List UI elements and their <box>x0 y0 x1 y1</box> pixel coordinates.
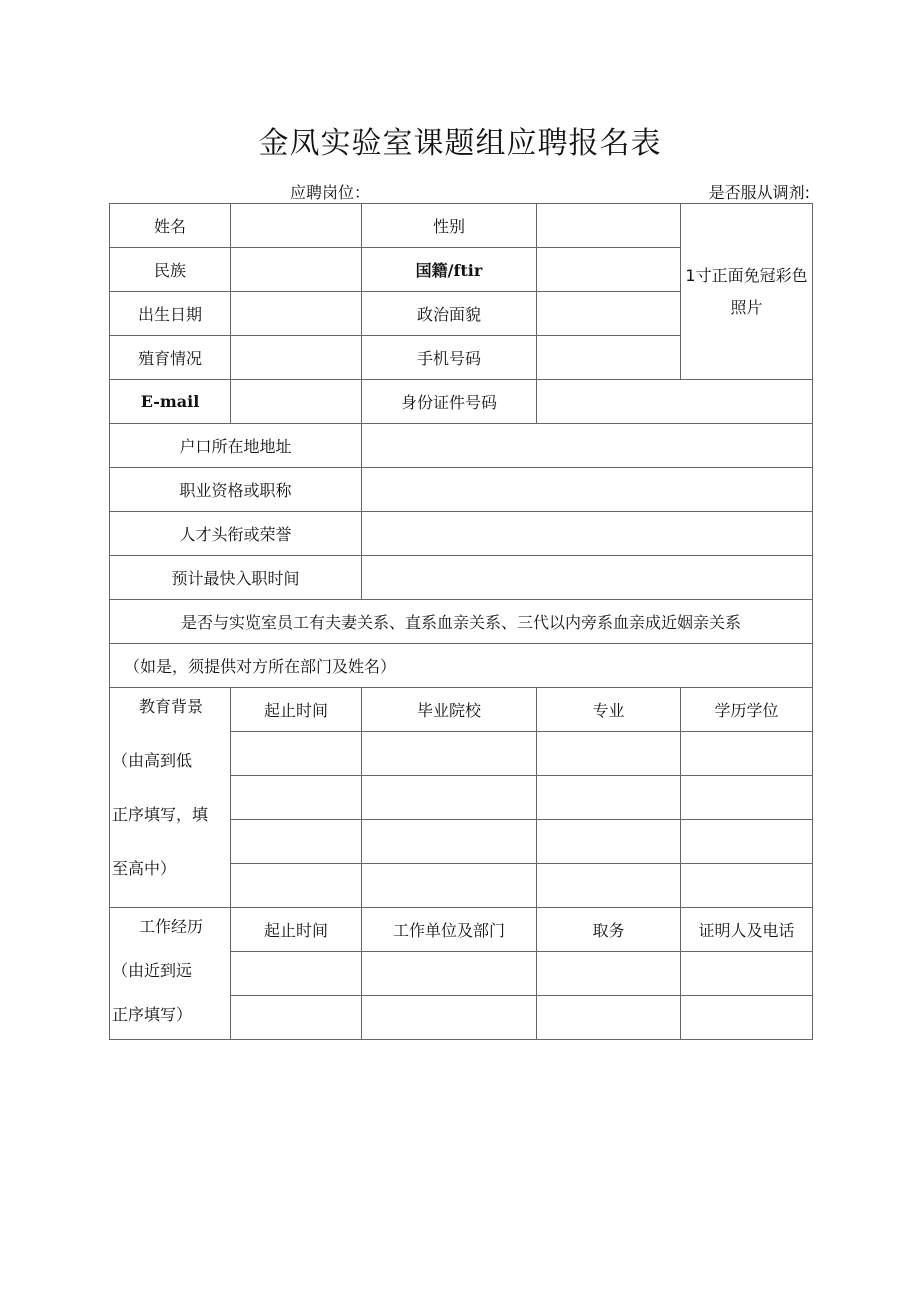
photo-cell[interactable]: 1寸正面免冠彩色照片 <box>681 204 813 380</box>
work-cell[interactable] <box>231 996 362 1040</box>
qualification-label: 职业资格或职称 <box>110 468 362 512</box>
work-header-reference: 证明人及电话 <box>681 908 813 952</box>
email-label: E-mail <box>110 380 231 424</box>
native-place-label: 国籍∕ftir <box>362 248 537 292</box>
relation-question: 是否与实览室员工有夫妻关系、直系血亲关系、三代以内旁系血亲成近姻亲关系 <box>110 600 813 644</box>
work-cell[interactable] <box>537 996 681 1040</box>
position-label: 应聘岗位： <box>290 183 371 202</box>
edu-cell[interactable] <box>231 864 362 908</box>
talent-title-label: 人才头衔或荣誉 <box>110 512 362 556</box>
name-label: 姓名 <box>110 204 231 248</box>
application-form-table <box>109 203 813 1040</box>
work-header-period: 起止时间 <box>231 908 362 952</box>
id-number-cell[interactable] <box>537 380 813 424</box>
edu-cell[interactable] <box>537 820 681 864</box>
edu-cell[interactable] <box>362 776 537 820</box>
edu-cell[interactable] <box>362 732 537 776</box>
relation-note[interactable]: （如是，须提供对方所在部门及姓名） <box>110 644 813 688</box>
birth-date-label: 出生日期 <box>110 292 231 336</box>
political-status-cell[interactable] <box>537 292 681 336</box>
edu-cell[interactable] <box>537 776 681 820</box>
edu-cell[interactable] <box>681 732 813 776</box>
work-header-employer: 工作单位及部门 <box>362 908 537 952</box>
education-label-line: （由高到低 <box>112 751 193 770</box>
edu-header-major: 专业 <box>537 688 681 732</box>
education-label-line: 至高中） <box>112 859 177 878</box>
work-header-row <box>110 908 813 952</box>
ethnicity-label: 民族 <box>110 248 231 292</box>
edu-cell[interactable] <box>362 864 537 908</box>
education-label <box>110 688 231 908</box>
qualification-cell[interactable] <box>362 468 813 512</box>
form-title: 金凤实验室课题组应聘报名表 <box>258 126 662 161</box>
edu-cell[interactable] <box>681 820 813 864</box>
edu-cell[interactable] <box>537 864 681 908</box>
edu-cell[interactable] <box>231 732 362 776</box>
work-header-position: 取务 <box>537 908 681 952</box>
entry-time-cell[interactable] <box>362 556 813 600</box>
edu-cell[interactable] <box>231 820 362 864</box>
phone-label: 手机号码 <box>362 336 537 380</box>
name-cell[interactable] <box>231 204 362 248</box>
hukou-label: 户口所在地地址 <box>110 424 362 468</box>
edu-cell[interactable] <box>681 864 813 908</box>
row-hukou <box>110 424 813 468</box>
edu-cell[interactable] <box>362 820 537 864</box>
work-label-line: （由近到远 <box>112 961 193 980</box>
fertility-cell[interactable] <box>231 336 362 380</box>
work-label <box>110 908 231 1040</box>
phone-cell[interactable] <box>537 336 681 380</box>
education-header-row <box>110 688 813 732</box>
political-status-label: 政治面貌 <box>362 292 537 336</box>
native-place-cell[interactable] <box>537 248 681 292</box>
work-cell[interactable] <box>362 952 537 996</box>
row-talent <box>110 512 813 556</box>
edu-header-degree: 学历学位 <box>681 688 813 732</box>
work-cell[interactable] <box>537 952 681 996</box>
fertility-label: 殖育情况 <box>110 336 231 380</box>
row-relation-note <box>110 644 813 688</box>
edu-cell[interactable] <box>681 776 813 820</box>
gender-label: 性别 <box>362 204 537 248</box>
ethnicity-cell[interactable] <box>231 248 362 292</box>
adjust-label: 是否服从调剂: <box>708 183 810 202</box>
gender-cell[interactable] <box>537 204 681 248</box>
work-cell[interactable] <box>231 952 362 996</box>
edu-header-period: 起止时间 <box>231 688 362 732</box>
row-email <box>110 380 813 424</box>
edu-cell[interactable] <box>537 732 681 776</box>
row-qualification <box>110 468 813 512</box>
work-cell[interactable] <box>681 952 813 996</box>
id-number-label: 身份证件号码 <box>362 380 537 424</box>
hukou-cell[interactable] <box>362 424 813 468</box>
row-relation <box>110 600 813 644</box>
row-entry-time <box>110 556 813 600</box>
birth-date-cell[interactable] <box>231 292 362 336</box>
work-label-line: 工作经历 <box>138 917 203 936</box>
talent-title-cell[interactable] <box>362 512 813 556</box>
edu-header-school: 毕业院校 <box>362 688 537 732</box>
entry-time-label: 预计最快入职时间 <box>110 556 362 600</box>
row-name <box>110 204 813 248</box>
work-label-line: 正序填写） <box>112 1005 193 1024</box>
work-cell[interactable] <box>362 996 537 1040</box>
email-cell[interactable] <box>231 380 362 424</box>
edu-cell[interactable] <box>231 776 362 820</box>
work-cell[interactable] <box>681 996 813 1040</box>
education-label-line: 正序填写，填 <box>112 805 209 824</box>
education-label-line: 教育背景 <box>138 697 203 716</box>
